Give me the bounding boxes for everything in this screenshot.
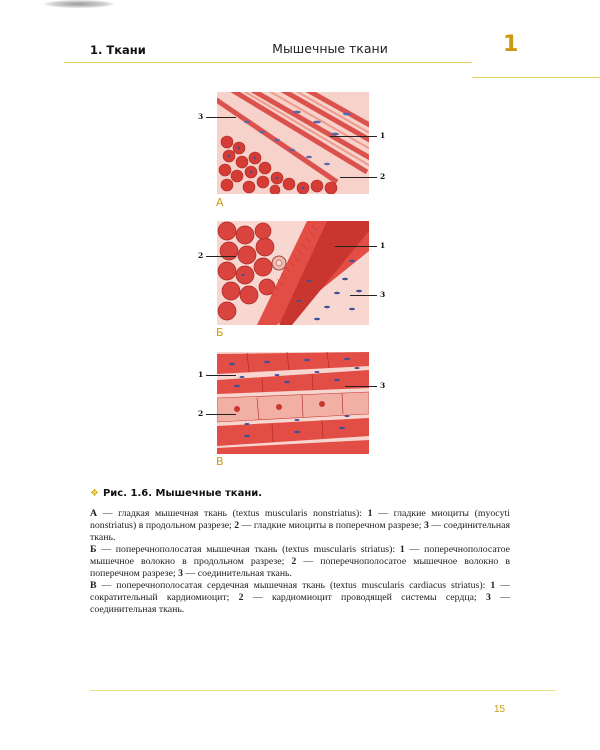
caption-text-run: 1	[490, 580, 496, 591]
caption-text-run: 1	[399, 544, 405, 555]
figure-caption-title-text: Рис. 1.6. Мышечные ткани.	[102, 488, 263, 499]
caption-text-run: 2	[238, 592, 244, 603]
figure-a-callout-3-line	[206, 117, 236, 118]
figure-v-callout-1-line	[206, 375, 236, 376]
caption-paragraph	[90, 580, 510, 616]
caption-text-run: 1	[367, 508, 373, 519]
caption-text-run: — кардиомиоцит проводящей системы сердца;	[243, 592, 486, 603]
diamond-icon: ❖	[90, 488, 99, 499]
figure-v-callout-3-line	[345, 386, 377, 387]
figure-a-callout-1-line	[330, 136, 377, 137]
figure-b-illustration	[217, 221, 369, 325]
figure-b-letter: Б	[216, 326, 224, 339]
caption-text-run: — поперечнополосатое мышечное волокно в продольном разрезе;	[90, 544, 510, 567]
caption-text-run: — поперечнополосатая мышечная ткань (textus muscularis striatus):	[96, 544, 400, 555]
caption-text-run: — поперечнополосатая сердечная мышечная ткань (textus muscularis cardiacus striatus):	[96, 580, 491, 591]
caption-paragraph	[90, 508, 510, 544]
caption-text-run: А	[90, 508, 98, 519]
figure-b-callout-2-line	[206, 256, 236, 257]
figure-v-callout-2-line	[206, 414, 236, 415]
figure-v-illustration	[217, 352, 369, 454]
figure-a-callout-2: 2	[380, 172, 386, 181]
figure-b-callout-2: 2	[198, 251, 204, 260]
figure-v-callout-1: 1	[198, 370, 204, 379]
caption-text-run: — соединительная ткань.	[90, 592, 510, 615]
caption-text-run: — гладкие миоциты (myocyti nonstriatus) в продольном разрезе;	[90, 508, 510, 531]
caption-text-run: — гладкие миоциты в поперечном разрезе;	[239, 520, 424, 531]
figure-a-callout-1: 1	[380, 131, 386, 140]
figure-a-illustration	[217, 92, 369, 194]
header-rule	[64, 62, 472, 63]
figure-a-callout-3: 3	[198, 112, 204, 121]
caption-text-run: 3	[486, 592, 491, 603]
page-title: Мышечные ткани	[272, 41, 388, 56]
caption-text-run: 2	[234, 520, 240, 531]
figure-caption-body	[90, 508, 510, 616]
page-number: 15	[494, 704, 506, 715]
figure-a-callout-2-line	[340, 177, 377, 178]
footer-rule	[90, 690, 556, 691]
figure-b-callout-3-line	[350, 295, 377, 296]
figure-v-callout-2: 2	[198, 409, 204, 418]
caption-text-run: 2	[291, 556, 297, 567]
caption-text-run: В	[90, 580, 97, 591]
caption-text-run: 3	[423, 520, 429, 531]
figure-b-callout-1-line	[335, 246, 377, 247]
caption-text-run: — соединительная ткань.	[183, 568, 292, 579]
caption-paragraph	[90, 544, 510, 580]
figure-caption-title	[90, 488, 262, 499]
caption-text-run: Б	[90, 544, 97, 555]
figure-v-letter: В	[216, 455, 224, 468]
section-label: 1. Ткани	[90, 43, 146, 57]
caption-text-run: — гладкая мышечная ткань (textus muscularis nonstriatus):	[97, 508, 368, 519]
page-corner-shadow	[44, 0, 114, 8]
figure-b-callout-3: 3	[380, 290, 386, 299]
caption-text-run: — соединительная ткань.	[90, 520, 510, 543]
caption-text-run: 3	[178, 568, 184, 579]
figure-v-callout-3: 3	[380, 381, 386, 390]
caption-text-run: — сократительный кардиомиоцит;	[90, 580, 510, 603]
caption-text-run: — поперечнополосатое мышечное волокно в поперечном разрезе;	[90, 556, 510, 579]
figure-b-callout-1: 1	[380, 241, 386, 250]
figure-a-letter: А	[216, 196, 224, 209]
chapter-number: 1	[503, 32, 519, 57]
chapter-tab	[472, 0, 600, 78]
